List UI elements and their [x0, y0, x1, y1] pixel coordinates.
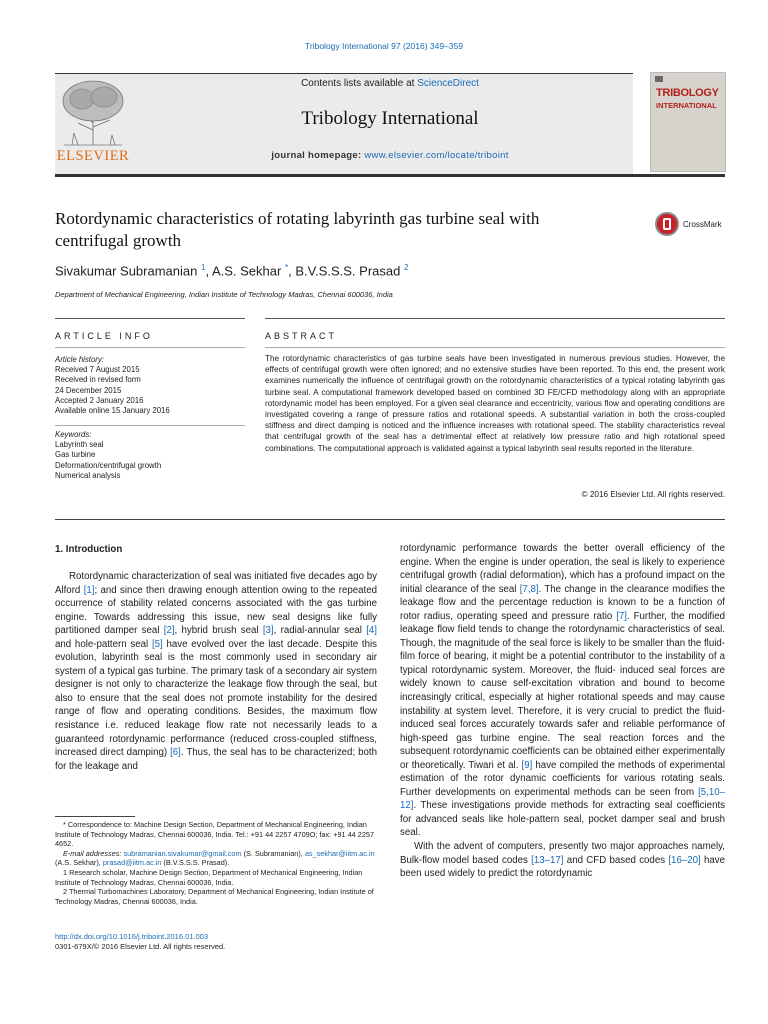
author-name[interactable]: B.V.S.S.S. Prasad: [295, 263, 401, 279]
homepage-link[interactable]: www.elsevier.com/locate/triboint: [364, 150, 509, 161]
keywords-label: Keywords:: [55, 430, 92, 439]
divider: [55, 519, 725, 520]
history-item: Received in revised form: [55, 375, 141, 385]
journal-title: Tribology International: [301, 108, 479, 129]
author-name[interactable]: Sivakumar Subramanian: [55, 263, 198, 279]
email-owner: (B.V.S.S.S. Prasad).: [161, 858, 230, 868]
footnote-divider: [55, 816, 135, 817]
email-label: E-mail addresses:: [63, 848, 124, 858]
doi-link[interactable]: http://dx.doi.org/10.1016/j.triboint.2016.01.003: [55, 932, 209, 941]
sciencedirect-link[interactable]: ScienceDirect: [417, 78, 479, 89]
email-owner: (A.S. Sekhar),: [55, 858, 103, 868]
divider: [55, 318, 245, 319]
affiliation: Department of Mechanical Engineering, Indian Institute of Technology Madras, Chennai 600036, India: [55, 290, 393, 299]
body-text: . These investigations provide methods for extracting seal coefficients for advanced seals like hole-pattern seal, pocket damper seal and brush seal.: [400, 800, 725, 839]
body-text: and CFD based codes: [563, 854, 669, 866]
footnotes: [55, 820, 377, 906]
crossmark-label: CrossMark: [683, 220, 722, 229]
issn-line: 0301-679X/© 2016 Elsevier Ltd. All rights reserved.: [55, 942, 226, 951]
body-text: . The change in the clearance modifies the leakage flow and the percentage reduction is known to be a function of rotor radius, operating speed and pressure ratio: [400, 583, 725, 622]
citation-link[interactable]: [7]: [616, 610, 627, 622]
divider: [265, 318, 725, 319]
body-column-left: [55, 570, 377, 773]
history-item: Received 7 August 2015: [55, 365, 140, 375]
contents-line: [235, 78, 545, 89]
article-title: Rotordynamic characteristics of rotating labyrinth gas turbine seal with centrifugal growth: [55, 209, 540, 250]
body-text: , radial-annular seal: [273, 625, 367, 637]
homepage-label: journal homepage:: [271, 150, 362, 161]
footnote-1: 1 Research scholar, Machine Design Section, Department of Mechanical Engineering, Indian Institute of Technology Madras, Chennai 600036, India.: [55, 867, 363, 887]
paragraph: [400, 840, 725, 881]
citation-link[interactable]: [5,10–12]: [400, 786, 725, 812]
citation-link[interactable]: [16–20]: [668, 854, 701, 866]
divider: [265, 347, 725, 348]
citation-link[interactable]: [2]: [163, 625, 175, 637]
citation-link[interactable]: [4]: [366, 625, 377, 637]
divider: [55, 347, 245, 348]
email-link[interactable]: prasad@iitm.ac.in: [102, 858, 162, 868]
cover-logo-icon: [655, 76, 663, 82]
email-link[interactable]: as_sekhar@iitm.ac.in: [304, 848, 375, 858]
citation-link[interactable]: [3]: [262, 625, 274, 637]
keyword: Gas turbine: [55, 450, 96, 460]
contents-prefix: Contents lists available at: [301, 78, 418, 89]
body-column-right: [400, 542, 725, 881]
keyword: Labyrinth seal: [55, 440, 104, 450]
section-heading-introduction: 1. Introduction: [55, 544, 123, 555]
elsevier-wordmark: ELSEVIER: [56, 148, 130, 164]
citation-link[interactable]: [1]: [83, 584, 95, 596]
body-text: have compiled the methods of experimental estimation of the rotor dynamic coefficients for various rotating seals. Further developments on experimental methods can be seen from: [400, 759, 725, 798]
citation-link[interactable]: [9]: [521, 759, 533, 771]
body-text: . Further, the modified leakage flow field tends to change the rotordynamic characteristics of seal. Though, the magnitude of the seal force is likely to be smaller than the fluid-film force of bearing, it might be a potential contributor to the instability of a typical rotordynamic system. Moreover, the fluid- induced seal forces are widely known to cause self-excitation vibration and bound to become increasingly critical, especially at higher rotational speeds and may cause instability at system level. Therefore, it is very crucial to predict the fluid-induced seal forces accurately towards safer and reliable performance of high-speed gas turbine engine. The seal reaction forces and the subsequent rotordynamic coefficients can be obtained either experimentally or theoretically. Tiwari et al.: [400, 610, 725, 771]
author-footnote-marker[interactable]: 2: [403, 263, 409, 272]
history-item: 24 December 2015: [55, 385, 122, 395]
article-info-heading: ARTICLE INFO: [55, 331, 153, 341]
crossmark-button[interactable]: [655, 212, 735, 242]
footnote-emails: [55, 849, 377, 868]
abstract-copyright: © 2016 Elsevier Ltd. All rights reserved.: [581, 490, 725, 499]
keywords: [55, 430, 245, 481]
journal-citation[interactable]: Tribology International 97 (2016) 349–359: [305, 41, 463, 51]
doi-block: [55, 932, 225, 952]
keyword: Numerical analysis: [55, 470, 121, 480]
crossmark-icon: [655, 212, 679, 236]
journal-cover-thumbnail[interactable]: [650, 72, 726, 172]
body-text: . Thus, the seal has to be characterized; both for the leakage and: [55, 747, 377, 772]
author-list: Sivakumar Subramanian $^1$, A.S. Sekhar *, B.V.S.S.S. Prasad $^2$: [55, 263, 409, 279]
body-text: have been used widely to predict the rotordynamic: [400, 854, 726, 880]
citation-link[interactable]: [6]: [170, 747, 181, 759]
paragraph: [55, 570, 377, 773]
email-owner: (S. Subramanian),: [241, 848, 303, 858]
body-text: have evolved over the last decade. Despite this evolution, labyrinth seal is the most commonly used in secondary air system of a typical gas turbine. The primary task of a secondary air system designer is not only to characterize the leakage flow through the seal, but also to ensure that the seal does not promote instability for the desired range of flow and operating conditions. Besides, the maximum flow resistance i.e. reduced leakage flow rate not necessarily leads to a guaranteed rotordynamic performance (reduced cross-coupled stiffness, increased direct damping): [55, 638, 377, 759]
email-link[interactable]: subramanian.sivakumar@gmail.com: [123, 848, 242, 858]
cover-subtitle: INTERNATIONAL: [656, 101, 717, 110]
header-rule: [55, 174, 725, 177]
author-footnote-marker[interactable]: 1: [200, 263, 206, 272]
history-item: Accepted 2 January 2016: [55, 395, 144, 405]
body-text: Rotordynamic characterization of seal was initiated five decades ago by Alford: [55, 571, 377, 596]
citation-link[interactable]: [5]: [151, 638, 163, 650]
journal-homepage: [200, 150, 580, 161]
body-text: ; and since then drawing enough attention owing to the repeated occurrence of stability related concerns associated with the gas turbine engine. Towards addressing this issue, new seal designs like fully partitioned damper seal: [55, 584, 378, 637]
history-label: Article history:: [55, 355, 104, 364]
article-history: [55, 355, 245, 416]
citation-link[interactable]: [13–17]: [531, 854, 564, 866]
body-text: With the advent of computers, presently two major approaches namely, Bulk-flow model based codes: [400, 841, 725, 866]
cover-title: TRIBOLOGY: [656, 87, 719, 99]
divider: [55, 425, 245, 426]
footnote-correspondence: * Correspondence to: Machine Design Section, Department of Mechanical Engineering, Indian Institute of Technology Madras, Chennai 600036, India. Tel.: +91 44 2257 4709O; fax: +91 44 2257 4652.: [55, 820, 374, 849]
footnote-2: 2 Thermal Turbomachines Laboratory, Department of Mechanical Engineering, Indian Institute of Technology Madras, Chennai 600036, India.: [55, 887, 374, 906]
abstract-text: The rotordynamic characteristics of gas turbine seals have been investigated in numerous previous studies. However, the effects of centrifugal growth were often ignored; and no extensive studies have been reported. To this end, the present work examines numerically the influence of centrifugal growth on the rotordynamic characteristics of a typical rotating labyrinth gas turbine seal. A computational framework developed based on combined 3D FE/CFD methodology along with an appropriate rotordynamic model has been employed. For a given seal clearance and eccentricity, various flow and operating conditions are investigated covering a range of pressure ratios and rotational speeds. A substantial variation in both the cross-coupled stiffness and direct damping is noticed and the influence increases with rotational speed. The stability characteristics reveal that centrifugal growth of the seal has a detrimental effect at relatively low pressure ratio and high rotational speed combinations. The computational approach is validated against a typical labyrinth seal results reported in the literature.: [265, 354, 725, 453]
citation-link[interactable]: [7,8]: [519, 583, 539, 595]
body-text: and hole-pattern seal: [55, 638, 152, 650]
history-item: Available online 15 January 2016: [55, 406, 170, 416]
paragraph: [400, 542, 725, 840]
body-text: rotordynamic performance towards the better overall efficiency of the engine. When the engine is under operation, the seal is likely to experience centrifugal growth (radial deformation), which has a profound impact on the initial clearance of the seal: [400, 543, 725, 595]
keyword: Deformation/centrifugal growth: [55, 460, 162, 470]
body-text: , hybrid brush seal: [174, 625, 263, 637]
corresponding-author-marker[interactable]: *: [284, 263, 289, 272]
author-name[interactable]: A.S. Sekhar: [211, 263, 282, 279]
abstract-heading: ABSTRACT: [265, 331, 338, 341]
